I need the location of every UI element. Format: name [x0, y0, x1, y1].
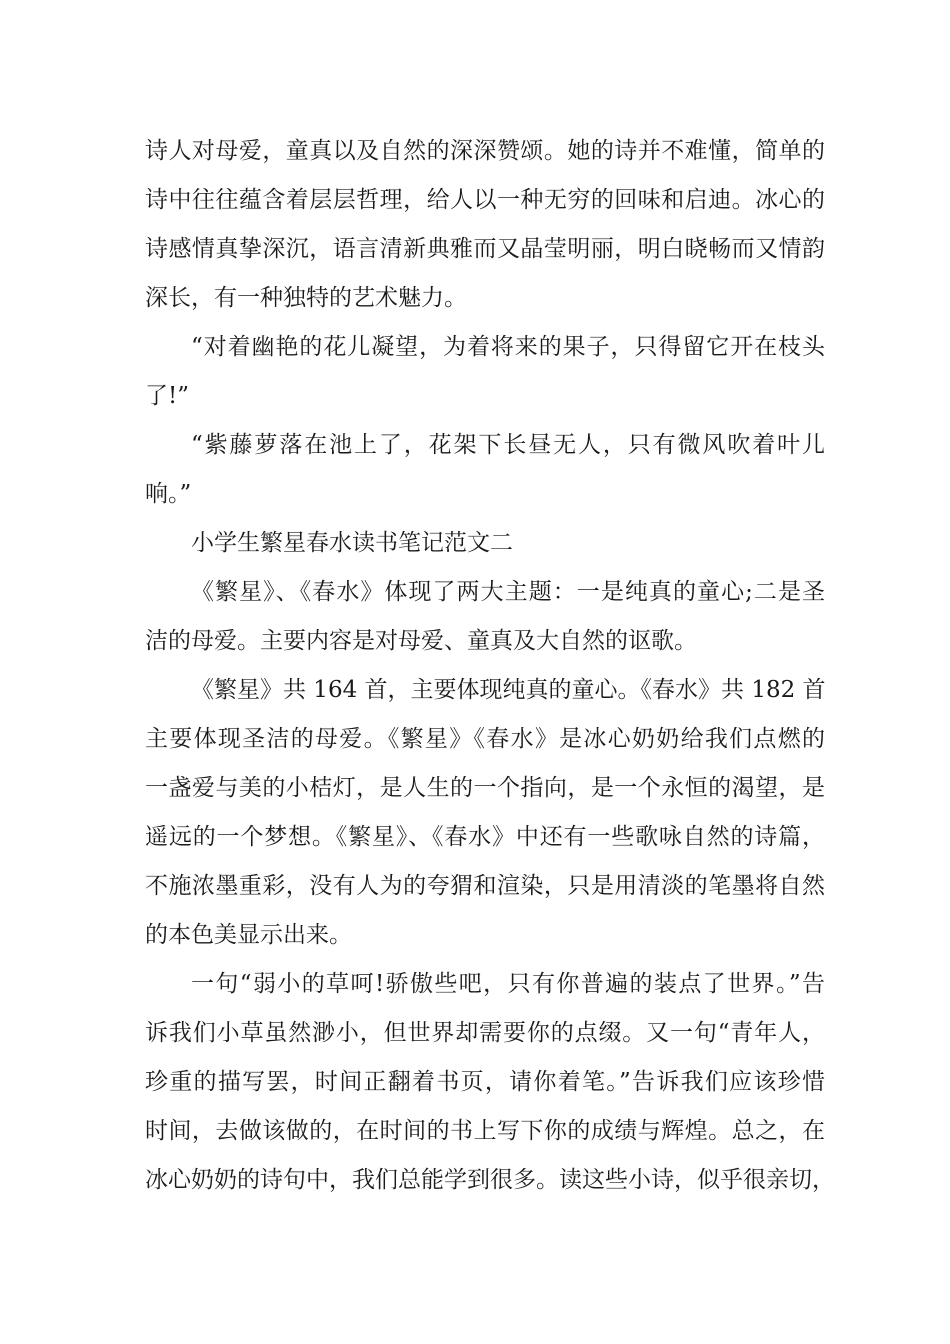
text-line: 诗人对母爱，童真以及自然的深深赞颂。她的诗并不难懂，简单的 [145, 138, 825, 164]
text-line: 《繁星》、《春水》体现了两大主题：一是纯真的童心;二是圣 [191, 579, 825, 605]
text-line: 一句“弱小的草呵!骄傲些吧，只有你普遍的装点了世界。”告 [191, 971, 825, 997]
text-line: 深长，有一种独特的艺术魅力。 [145, 285, 467, 311]
text-line: 诗中往往蕴含着层层哲理，给人以一种无穷的回味和启迪。冰心的 [145, 187, 825, 213]
section-heading: 小学生繁星春水读书笔记范文二 [191, 530, 513, 556]
text-line: 冰心奶奶的诗句中，我们总能学到很多。读这些小诗，似乎很亲切， [145, 1167, 835, 1193]
text-line: 的本色美显示出来。 [145, 922, 352, 948]
text-line: 洁的母爱。主要内容是对母爱、童真及大自然的讴歌。 [145, 628, 697, 654]
text-line: 了!” [145, 383, 190, 409]
text-line: 诗感情真挚深沉，语言清新典雅而又晶莹明丽，明白晓畅而又情韵 [145, 236, 825, 262]
text-line: 主要体现圣洁的母爱。《繁星》《春水》是冰心奶奶给我们点燃的 [145, 726, 825, 752]
text-line: “对着幽艳的花儿凝望，为着将来的果子，只得留它开在枝头 [191, 334, 825, 360]
text-line: 响。” [145, 481, 192, 507]
text-line: 珍重的描写罢，时间正翻着书页，请你着笔。”告诉我们应该珍惜 [145, 1069, 825, 1095]
document-body [145, 127, 835, 1205]
text-line: “紫藤萝落在池上了，花架下长昼无人，只有微风吹着叶儿 [191, 432, 825, 458]
text-line: 遥远的一个梦想。《繁星》、《春水》中还有一些歌咏自然的诗篇， [145, 824, 825, 850]
text-line: 诉我们小草虽然渺小，但世界却需要你的点缀。又一句“青年人， [145, 1020, 825, 1046]
text-line: 时间，去做该做的，在时间的书上写下你的成绩与辉煌。总之，在 [145, 1118, 825, 1144]
text-line: 不施浓墨重彩，没有人为的夸猬和渲染，只是用清淡的笔墨将自然 [145, 873, 825, 899]
text-line: 《繁星》共 164 首，主要体现纯真的童心。《春水》共 182 首 [191, 677, 826, 703]
text-line: 一盏爱与美的小桔灯，是人生的一个指向，是一个永恒的渴望，是 [145, 775, 825, 801]
